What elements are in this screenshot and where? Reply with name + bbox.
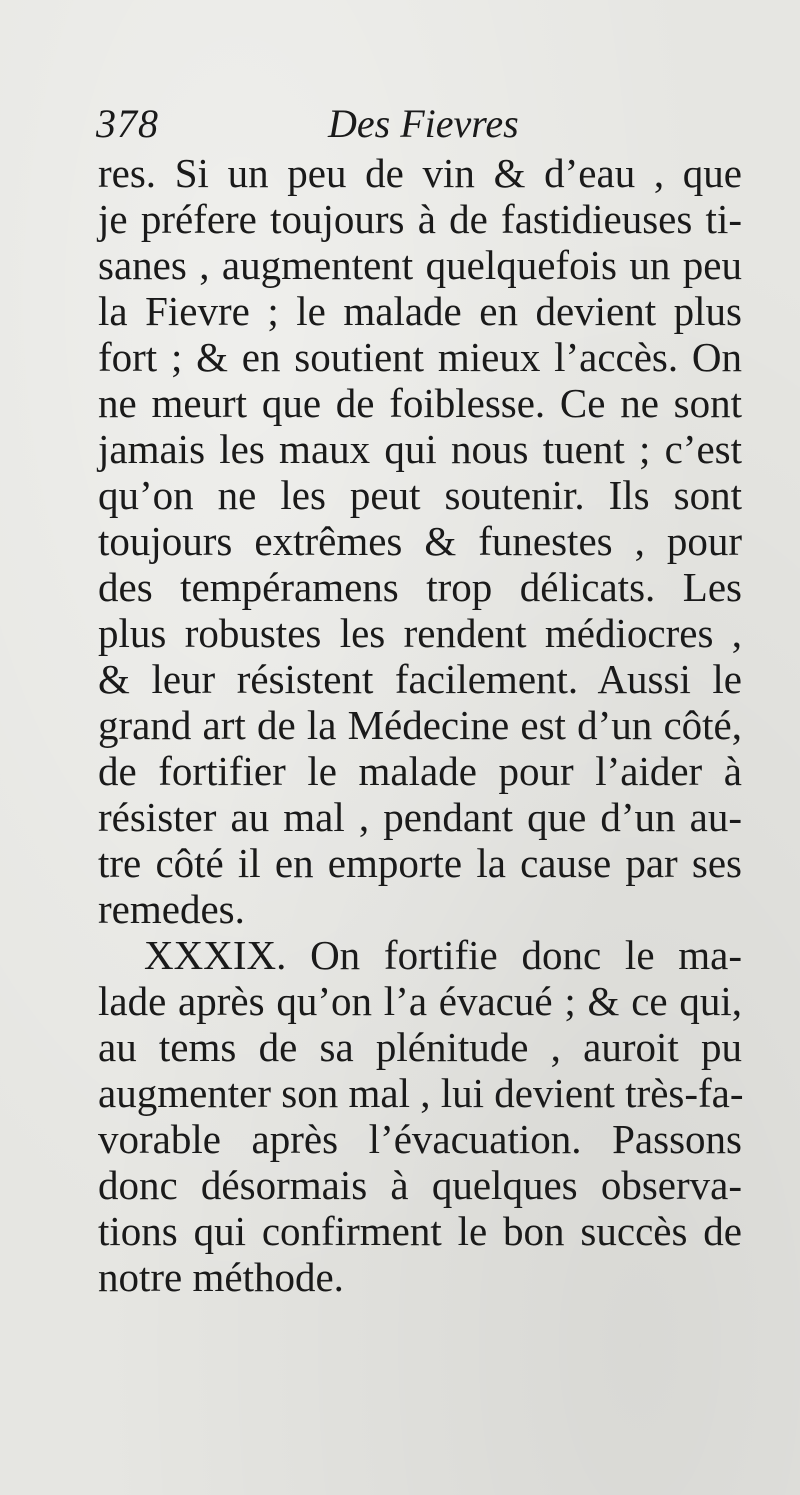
text-line: résister au mal , pendant que d’un au- [98,794,742,840]
text-line: tre côté il en emporte la cause par ses [98,840,742,886]
text-line: donc désormais à quelques observa- [98,1162,742,1208]
text-line: tions qui confirment le bon succès de [98,1208,742,1254]
text-line: grand art de la Médecine est d’un côté, [98,702,742,748]
page-number: 378 [96,101,159,146]
text-line: de fortifier le malade pour l’aider à [98,748,742,794]
text-line: notre méthode. [98,1254,344,1300]
text-line: & leur résistent facilement. Aussi le [98,656,742,702]
section-heading-line: XXXIX. On fortifie donc le ma- [144,932,742,978]
page-header [96,100,736,150]
text-line: ne meurt que de foiblesse. Ce ne sont [98,380,742,426]
running-title: Des Fievres [328,101,519,146]
text-line: des tempéramens trop délicats. Les [98,564,742,610]
text-line: fort ; & en soutient mieux l’accès. On [98,334,742,380]
text-line: jamais les maux qui nous tuent ; c’est [98,426,742,472]
text-line: la Fievre ; le malade en devient plus [98,288,742,334]
text-line: res. Si un peu de vin & d’eau , que [98,150,742,196]
text-line: qu’on ne les peut soutenir. Ils sont [98,472,742,518]
text-line: lade après qu’on l’a évacué ; & ce qui, [98,978,742,1024]
text-line: plus robustes les rendent médiocres , [98,610,742,656]
text-line: sanes , augmentent quelquefois un peu [98,242,742,288]
text-line: au tems de sa plénitude , auroit pu [98,1024,742,1070]
text-line: vorable après l’évacuation. Passons [98,1116,742,1162]
body-text [98,150,742,1300]
text-line: augmenter son mal , lui devient très-fa- [98,1070,744,1116]
text-line: je préfere toujours à de fastidieuses ti- [98,196,742,242]
text-line: remedes. [98,886,245,932]
text-line: toujours extrêmes & funestes , pour [98,518,742,564]
